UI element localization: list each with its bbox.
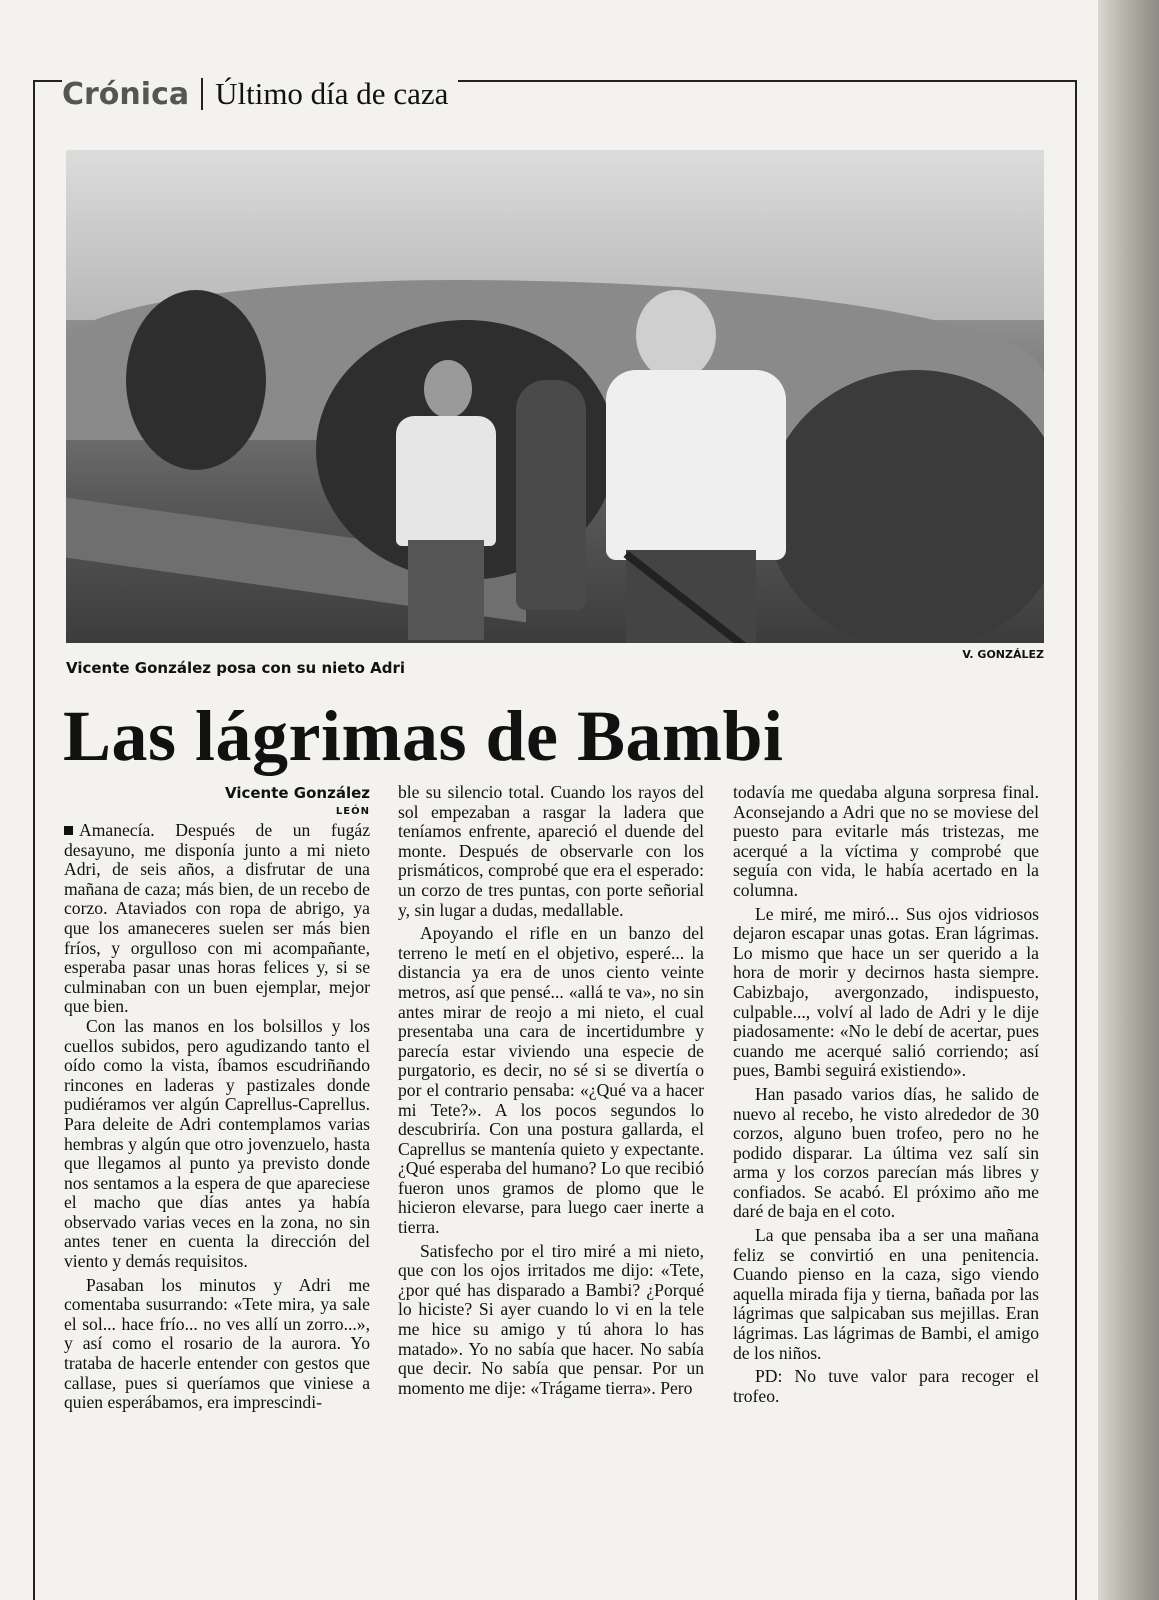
page-edge (1098, 0, 1159, 1600)
section-name: Crónica (62, 76, 190, 112)
paragraph: La que pensaba iba a ser una mañana feliz se convirtió en una penitencia. Cuando pienso en la caza, sigo viendo aquella mirada fija y tierna, bañada por las lágrimas que salpicaban sus mejillas. Eran lágrimas. Las lágrimas de Bambi, el amigo de los niños. (733, 1225, 1039, 1363)
paragraph: Le miré, me miró... Sus ojos vidriosos dejaron escapar unas gotas. Eran lágrimas. Lo mismo que hace un ser querido a la hora de morir y decirnos hasta siempre. Cabizbajo, avergonzado, indispuesto, culpable..., volví al lado de Adri y le dije piadosamente: «No le debí de acertar, pues cuando me acerqué salió corriendo; así pues, Bambi seguirá existiendo». (733, 903, 1039, 1081)
article-photo (66, 150, 1044, 643)
article-column-1 (64, 783, 370, 1413)
article-column-3 (733, 783, 1039, 1406)
frame-rule-right (1075, 80, 1077, 1600)
paragraph: todavía me quedaba alguna sorpresa final. Aconsejando a Adri que no se moviese del puesto para evitarle más tristezas, me acerqué a la víctima y comprobé que seguía con vida, le había acertado en la columna. (733, 782, 1039, 900)
paragraph: Satisfecho por el tiro miré a mi nieto, que con los ojos irritados me dijo: «Tete, ¿por qué has disparado a Bambi? ¿Porqué lo hiciste? Si ayer cuando lo vi en la tele me hice su amigo y tú ahora lo has matado». Yo no sabía que hacer. No sabía que decir. No sabía que pensar. Por un momento me dije: «Trágame tierra». Pero (398, 1240, 704, 1398)
paragraph: Amanecía. Después de un fugáz desayuno, me disponía junto a mi nieto Adri, de seis años, a disfrutar de una mañana de caza; más bien, de un recebo de corzo. Ataviados con ropa de abrigo, ya que los amaneceres suelen ser más bien fríos, y orgulloso con mi acompañante, esperaba pasar unas horas felices y, si se culminaban con un buen ejemplar, mejor que bien. (64, 820, 370, 1017)
paragraph-postscript: PD: No tuve valor para recoger el trofeo. (733, 1366, 1039, 1406)
article-column-2 (398, 783, 704, 1398)
paragraph: Con las manos en los bolsillos y los cuellos subidos, pero agudizando tanto el oído como la vista, íbamos escudriñando rincones en laderas y pastizales donde pudiéramos ver algún Caprellus-Caprellus. Para deleite de Adri contemplamos varias hembras y algún que otro jovenzuelo, hasta que llegamos al punto ya previsto donde nos sentamos a la espera de que apareciese el macho que días antes ya había observado varias veces en la zona, no sin antes tener en cuenta la dirección del viento y demás requisitos. (64, 1015, 370, 1272)
section-separator (201, 78, 203, 110)
photo-child (386, 360, 506, 640)
paragraph: ble su silencio total. Cuando los rayos del sol empezaban a rasgar la ladera que teníamos enfrente, apareció el duende del monte. Después de observarle con los prismáticos, comprobé que era el esperado: un corzo de tres puntas, con porte señorial y, sin lugar a dudas, medallable. (398, 782, 704, 920)
lead-square-icon (64, 826, 73, 835)
byline-author: Vicente González (225, 784, 370, 802)
paragraph: Pasaban los minutos y Adri me comentaba susurrando: «Tete mira, ya sale el sol... hace frío... no ves allí un zorro...», y así como el rosario de la aurora. Yo trataba de hacerle entender con gestos que callase, pues si queríamos que viniese a quien esperábamos, era imprescindi- (64, 1274, 370, 1413)
photo-deer (516, 380, 586, 610)
section-header (62, 72, 458, 116)
frame-rule-left (33, 80, 35, 1600)
headline: Las lágrimas de Bambi (63, 696, 784, 776)
photo-caption: Vicente González posa con su nieto Adri (66, 659, 406, 677)
photo-man (586, 290, 796, 643)
byline-place: LEÓN (335, 806, 370, 817)
paragraph: Apoyando el rifle en un banzo del terreno le metí en el objetivo, esperé... la distancia ya era de unos ciento veinte metros, así que pensé... «allá te va», no sin antes mirar de reojo a mi nieto, el cual presentaba una cara de incertidumbre y parecía estar viviendo una especie de purgatorio, es decir, no sé si se divertía o por el contrario pensaba: «¿Qué va a hacer mi Tete?». A los pocos segundos lo descubriría. Con una postura gallarda, el Caprellus se mantenía quieto y expectante. ¿Qué esperaba del humano? Lo que recibió fueron unos gramos de plomo que le hicieron elevarse, para luego caer inerte a tierra. (398, 923, 704, 1238)
photo-bush (126, 290, 266, 470)
frame-rule-top-right (567, 80, 1077, 82)
paragraph: Han pasado varios días, he salido de nuevo al recebo, he visto alrededor de 30 corzos, alguno buen trofeo, pero no he podido disparar. La última vez salí sin arma y los corzos parecían más libres y confiados. Se acabó. El próximo año me daré de baja en el coto. (733, 1083, 1039, 1222)
section-title: Último día de caza (215, 76, 449, 111)
photo-credit: V. GONZÁLEZ (962, 648, 1044, 661)
